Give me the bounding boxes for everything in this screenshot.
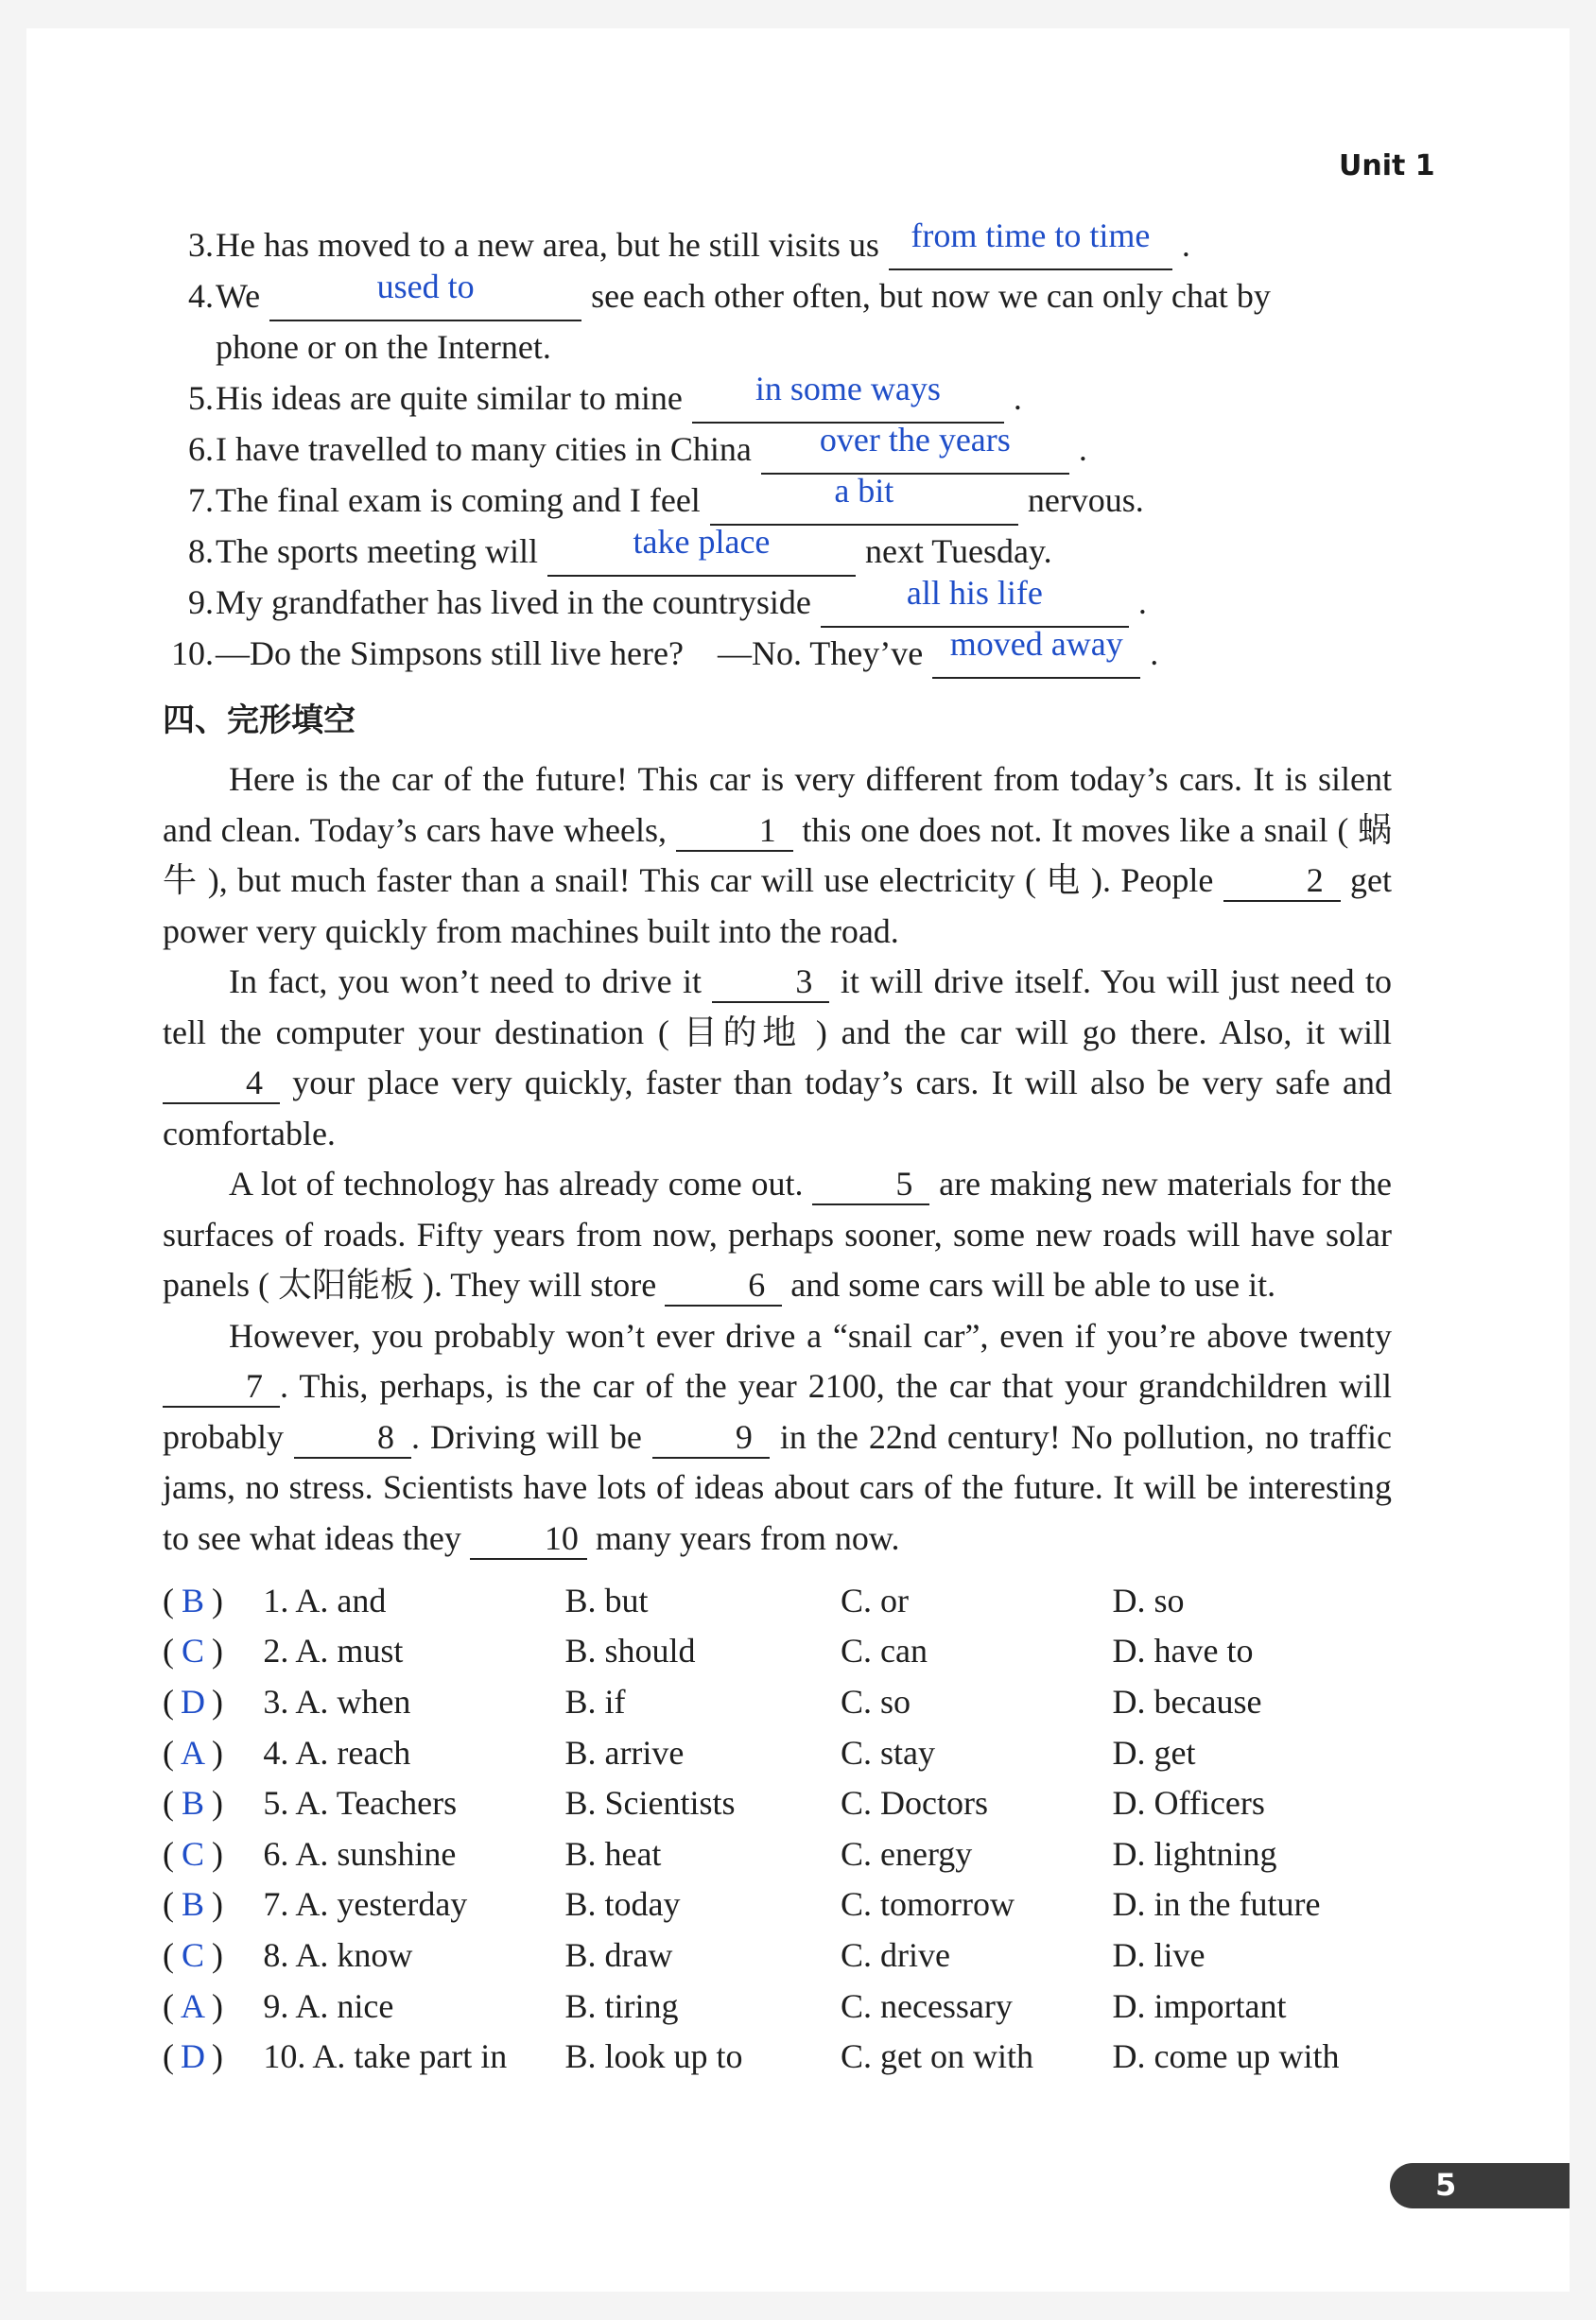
content <box>163 216 1393 2082</box>
passage-text: your place very quickly, faster than today’s cars. It will also be very safe and comfortable. <box>163 1064 1392 1152</box>
gap-9: 9 <box>652 1421 770 1459</box>
passage-text: in the 22nd century! No pollution, no traffic jams, no stress. Scientists have lots of ideas about cars of the future. It will be interesting to see what ideas they <box>163 1417 1393 1557</box>
chosen-answer: B <box>181 1581 204 1619</box>
item-number: 9. <box>188 583 214 621</box>
item-number: 8. <box>188 532 214 570</box>
option-c: C. can <box>840 1632 928 1671</box>
answer-text: take place <box>633 523 771 561</box>
answer-box: ( C ) <box>163 1632 223 1671</box>
option-a: A. when <box>295 1682 411 1721</box>
option-a: A. and <box>295 1581 387 1619</box>
option-d: D. in the future <box>1112 1885 1321 1924</box>
option-d: D. important <box>1112 1986 1287 2025</box>
fill-in-item <box>163 523 1392 582</box>
chosen-answer: A <box>181 1733 205 1772</box>
option-d: D. have to <box>1112 1632 1254 1671</box>
passage-paragraph <box>163 957 1392 1159</box>
answer-text: used to <box>376 268 475 305</box>
option-row <box>163 1828 1392 1879</box>
question-number: 9. <box>263 1986 289 2025</box>
passage-paragraph <box>163 1159 1392 1311</box>
option-d: D. because <box>1112 1682 1262 1721</box>
option-a: A. nice <box>295 1986 394 2025</box>
gap-7: 7 <box>163 1370 280 1408</box>
sentence-after: see each other often, but now we can only chat by <box>591 277 1271 315</box>
fill-in-item <box>163 472 1392 531</box>
option-b: B. should <box>564 1632 696 1671</box>
answer-blank <box>269 268 581 321</box>
answer-blank <box>821 574 1129 628</box>
option-b: B. Scientists <box>564 1784 736 1823</box>
gap-6: 6 <box>665 1269 782 1307</box>
option-a: A. must <box>295 1632 404 1671</box>
passage-text: Here is the car of the future! This car is very different from today’s cars. It is silent and clean. Today’s cars have wheels, <box>163 760 1392 849</box>
question-number: 4. <box>263 1733 289 1772</box>
option-b: B. if <box>564 1682 626 1721</box>
sentence-before: He has moved to a new area, but he still visits us <box>216 226 879 264</box>
option-b: B. draw <box>564 1935 673 1974</box>
section-title: 四、完形填空 <box>163 701 356 739</box>
option-a: A. Teachers <box>295 1784 458 1823</box>
sentence-before: We <box>216 277 261 315</box>
option-c: C. get on with <box>840 2037 1033 2076</box>
option-d: D. Officers <box>1112 1784 1265 1823</box>
chosen-answer: C <box>181 1834 204 1873</box>
sentence-after: . <box>1137 583 1147 621</box>
chosen-answer: B <box>181 1784 204 1823</box>
option-d: D. get <box>1112 1733 1196 1772</box>
passage-text: However, you probably won’t ever drive a “snail car”, even if you’re above twenty <box>229 1316 1392 1355</box>
answer-text: moved away <box>949 625 1123 663</box>
option-a: A. take part in <box>312 2037 508 2076</box>
fill-in-item <box>163 216 1392 276</box>
answer-blank <box>710 472 1018 526</box>
question-number: 1. <box>263 1581 289 1619</box>
passage-text: it will drive itself. You will just need to tell the computer your destination ( 目的地 ) and the car will go there. Also, it will <box>163 962 1392 1051</box>
answer-blank <box>692 370 1004 424</box>
sentence-before: I have travelled to many cities in China <box>216 430 752 468</box>
fill-in-item <box>163 574 1392 633</box>
passage-text: A lot of technology has already come out. <box>229 1165 804 1203</box>
passage-text: and some cars will be able to use it. <box>790 1266 1276 1304</box>
option-d: D. come up with <box>1112 2037 1340 2076</box>
answer-box: ( C ) <box>163 1935 223 1974</box>
option-row <box>163 1777 1392 1828</box>
answer-box: ( B ) <box>163 1581 223 1619</box>
option-b: B. look up to <box>564 2037 743 2076</box>
option-row <box>163 1626 1392 1677</box>
sentence-after: . <box>1078 430 1087 468</box>
option-c: C. tomorrow <box>840 1885 1015 1924</box>
item-number: 5. <box>188 379 214 417</box>
item-number: 3. <box>188 226 214 264</box>
sentence-before: —Do the Simpsons still live here? —No. They’ve <box>216 634 924 672</box>
gap-2: 2 <box>1223 864 1341 902</box>
option-a: A. yesterday <box>295 1885 468 1924</box>
answer-box: ( B ) <box>163 1885 223 1924</box>
answer-blank <box>889 216 1172 270</box>
chosen-answer: B <box>181 1885 204 1924</box>
fill-in-item <box>163 625 1392 684</box>
passage-text: In fact, you won’t need to drive it <box>229 962 702 1000</box>
answer-box: ( D ) <box>163 1682 223 1721</box>
option-row <box>163 1930 1392 1981</box>
gap-5: 5 <box>812 1168 929 1205</box>
fill-in-item <box>163 421 1392 480</box>
option-b: B. arrive <box>564 1733 685 1772</box>
sentence-before: The sports meeting will <box>216 532 538 570</box>
answer-blank <box>547 523 856 577</box>
option-row <box>163 1879 1392 1930</box>
question-number: 3. <box>263 1682 289 1721</box>
passage-text: . Driving will be <box>410 1417 642 1456</box>
chosen-answer: C <box>181 1935 204 1974</box>
sentence-before: The final exam is coming and I feel <box>216 481 701 519</box>
option-b: B. but <box>564 1581 649 1619</box>
sentence-after: nervous. <box>1027 481 1144 519</box>
answer-text: all his life <box>906 574 1043 612</box>
option-d: D. so <box>1112 1581 1185 1619</box>
chosen-answer: D <box>181 2037 205 2076</box>
option-d: D. live <box>1112 1935 1206 1974</box>
option-c: C. drive <box>840 1935 950 1974</box>
option-c: C. Doctors <box>840 1784 988 1823</box>
chosen-answer: C <box>181 1632 204 1671</box>
option-c: C. necessary <box>840 1986 1013 2025</box>
chosen-answer: D <box>181 1682 205 1721</box>
question-number: 7. <box>263 1885 289 1924</box>
page-number-badge <box>1390 2163 1570 2208</box>
answer-box: ( B ) <box>163 1784 223 1823</box>
option-row <box>163 2031 1392 2082</box>
option-c: C. or <box>840 1581 909 1619</box>
option-a: A. sunshine <box>295 1834 457 1873</box>
passage-text: get power very quickly from machines built into the road. <box>163 861 1393 950</box>
answer-text: a bit <box>834 472 894 510</box>
option-row <box>163 1676 1392 1727</box>
answer-blank <box>761 421 1069 475</box>
gap-10: 10 <box>470 1522 587 1560</box>
answer-box: ( A ) <box>163 1733 223 1772</box>
answer-blank <box>932 625 1140 679</box>
option-c: C. energy <box>840 1834 973 1873</box>
option-b: B. today <box>564 1885 681 1924</box>
option-c: C. so <box>840 1682 911 1721</box>
option-row <box>163 1981 1392 2032</box>
answer-box: ( C ) <box>163 1834 223 1873</box>
passage-text: this one does not. It moves like a snail ( 蜗牛 ), but much faster than a snail! This car will use electricity ( 电 ). People <box>163 810 1393 899</box>
question-number: 5. <box>263 1784 289 1823</box>
option-a: A. know <box>295 1935 413 1974</box>
sentence-after: . <box>1181 226 1190 264</box>
fill-in-item <box>163 268 1392 327</box>
passage-text: are making new materials for the surfaces of roads. Fifty years from now, perhaps sooner, some new roads will have solar panels ( 太阳能板 ). They will store <box>163 1165 1392 1304</box>
gap-3: 3 <box>712 965 829 1003</box>
answer-text: over the years <box>819 421 1011 459</box>
passage-text: . This, perhaps, is the car of the year 2100, the car that your grandchildren will probably <box>163 1367 1392 1456</box>
page-number: 5 <box>1435 2167 1457 2203</box>
passage-text: many years from now. <box>595 1518 900 1557</box>
option-d: D. lightning <box>1112 1834 1277 1873</box>
answer-text: from time to time <box>911 216 1151 254</box>
question-number: 10. <box>263 2037 306 2076</box>
item-number: 4. <box>188 277 214 315</box>
unit-label: Unit 1 <box>1339 149 1435 182</box>
answer-text: in some ways <box>755 370 941 407</box>
sentence-before: His ideas are quite similar to mine <box>216 379 683 417</box>
option-b: B. tiring <box>564 1986 679 2025</box>
cloze-passage <box>163 754 1392 1564</box>
passage-paragraph <box>163 754 1392 957</box>
answer-box: ( A ) <box>163 1986 223 2025</box>
option-b: B. heat <box>564 1834 662 1873</box>
item-number: 6. <box>188 430 214 468</box>
question-number: 8. <box>263 1935 289 1974</box>
option-row <box>163 1727 1392 1778</box>
option-c: C. stay <box>840 1733 935 1772</box>
answer-box: ( D ) <box>163 2037 223 2076</box>
item-number: 10. <box>171 634 214 672</box>
sentence-after: . <box>1013 379 1022 417</box>
chosen-answer: A <box>181 1986 205 2025</box>
passage-paragraph <box>163 1311 1392 1565</box>
gap-8: 8 <box>294 1421 411 1459</box>
gap-1: 1 <box>676 814 793 852</box>
item-number: 7. <box>188 481 214 519</box>
sentence-before: My grandfather has lived in the countryside <box>216 583 811 621</box>
sentence-continuation: phone or on the Internet. <box>216 328 551 366</box>
answer-options <box>163 1575 1392 2082</box>
question-number: 2. <box>263 1632 289 1671</box>
question-number: 6. <box>263 1834 289 1873</box>
gap-4: 4 <box>163 1066 280 1104</box>
option-a: A. reach <box>295 1733 411 1772</box>
fill-in-item <box>163 370 1392 429</box>
option-row <box>163 1575 1392 1626</box>
sentence-after: . <box>1150 634 1159 672</box>
sentence-after: next Tuesday. <box>864 532 1052 570</box>
